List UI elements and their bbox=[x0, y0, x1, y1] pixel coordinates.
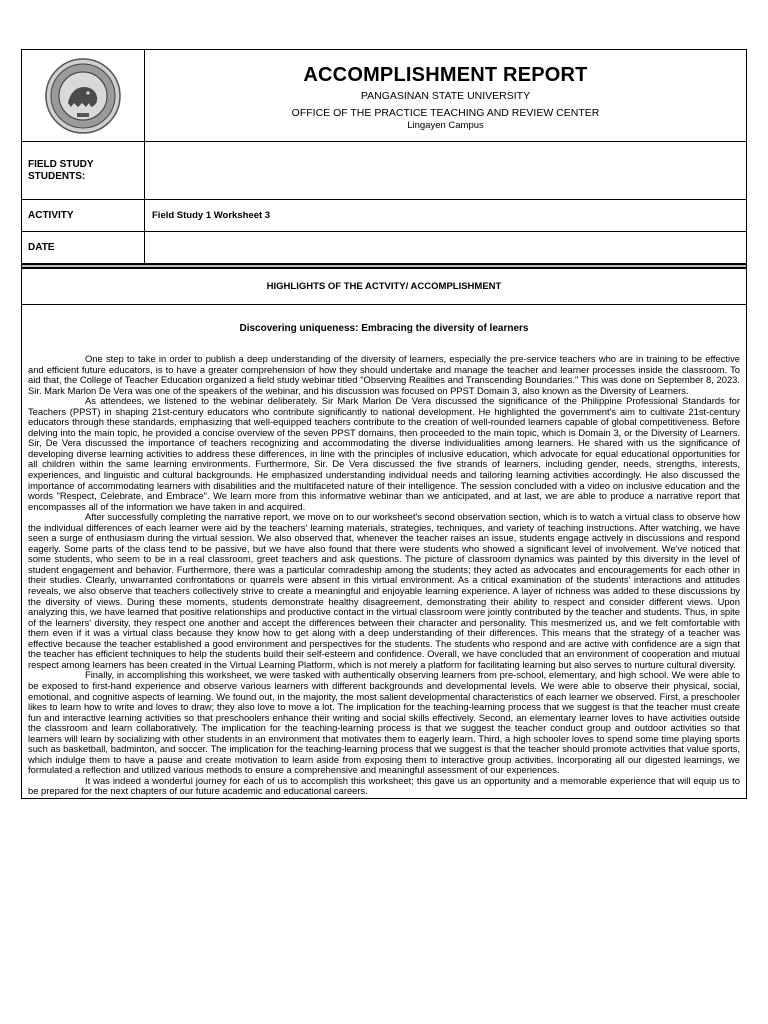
highlights-body bbox=[22, 323, 746, 799]
activity-label: ACTIVITY bbox=[22, 200, 145, 231]
highlights-heading: HIGHLIGHTS OF THE ACTVITY/ ACCOMPLISHMENT bbox=[22, 269, 746, 305]
activity-row bbox=[22, 199, 746, 231]
paragraph: After successfully completing the narrative report, we move on to our worksheet's second observation section, which is to watch a virtual class to observe how the individual differences of each learner were aid by the teachers' learning materials, strategies, techniques, and variety of teaching instructions. After watching, we have seen a surge of enthusiasm during the virtual session. We also observed that, whenever the teacher raises an issue, students engage actively in discussions and respond eagerly. Some parts of the class tend to be passive, but we have also found that there were students who showed a significant level of involvement. We've noticed that some students, who seem to be in a real classroom, greet teachers and ask questions. The picture of classroom dynamics was painted by this diversity in the level of student engagement and behavior. Furthermore, there was a particular comradeship among the students; they acted as advocates and encouragements for each other in their studies. Clearly, unwarranted confrontations or quarrels were absent in this virtual environment. As a critical examination of the students' interactions and attitudes reveals, we also observe that teachers collectively strive to create a meaningful and enjoyable learning experience. A layer of richness was added to these discussions by the diversity of views. During these moments, students demonstrate healthy disagreement, demonstrating their ability to respect and consider different views. Upon analyzing this, we have learned that positive relationships and productive contact in the virtual classroom were jointly contributed by the teacher and students. Thus, in spite of the learners' diversity, they respect one another and accept the differences between their character and personality. This mesmerized us, and we felt comfortable with them even if it was a virtual class because they know how to get along with a deep understanding of their differences. This means that the strategy of a teacher was effective because the teacher established a good environment and perspectives for the students. The students who respond and are active with confidence are a sign that the teacher has efficient techniques to help the students build their self-esteem and confidence. Overall, we have concluded that an environment of cooperation and mutual respect among learners has been created in the Virtual Learning Platform, which is not merely a platform for facilitating learning but also serves to nurture cultural diversity. bbox=[28, 511, 740, 670]
paragraph: Finally, in accomplishing this worksheet, we were tasked with authentically observing learners from pre-school, elementary, and high school. We were able to be exposed to first-hand experience and observe various learners with different backgrounds and developmental levels. We were able to observe their physical, social, emotional, and cognitive aspects of learning. We found out, in the majority, the most salient developmental characteristics of each learner we observed. First, a preschooler likes to learn how to write and loves to draw; they also love to move a lot. The implication for the teaching-learning process that we suggest is that the teacher must create fun and interactive learning activities so that preschoolers enhance their writing and social skills effectively. Second, an elementary learner loves to have activities outside the classroom and learn collaboratively. The implication for the teaching-learning process is that we suggest the teacher conduct group and outdoor activities so that learners will learn by socializing with other students in an environment that motivates them to eagerly learn. Third, a high schooler loves to spend some time playing sports such as basketball, badminton, and soccer. The implication for the teaching-learning process that we suggest is that the teacher should promote activities that value sports, which indulge them to have a pause and create motivation to learn aside from exposing them to interactive group activities. Incorporating all our digested learnings, we formulated a reflection and utilized various methods to ensure a comprehensive and meaningful assessment of our experiences. bbox=[28, 669, 740, 776]
activity-value: Field Study 1 Worksheet 3 bbox=[152, 210, 271, 221]
report-header bbox=[22, 49, 746, 141]
office-name: OFFICE OF THE PRACTICE TEACHING AND REVIEW CENTER bbox=[291, 107, 600, 119]
report-title: ACCOMPLISHMENT REPORT bbox=[303, 64, 588, 86]
students-label: FIELD STUDY STUDENTS: bbox=[22, 142, 145, 199]
header-title-block bbox=[145, 50, 746, 141]
students-row bbox=[22, 141, 746, 199]
date-row bbox=[22, 231, 746, 263]
paragraph: It was indeed a wonderful journey for each of us to accomplish this worksheet; this gave us an opportunity and a memorable experience that will equip us to be prepared for the next chapters of our future academic and educational careers. bbox=[28, 774, 740, 797]
university-name: PANGASINAN STATE UNIVERSITY bbox=[360, 90, 531, 102]
highlights-subtitle: Discovering uniqueness: Embracing the diversity of learners bbox=[239, 323, 529, 334]
paragraph: One step to take in order to publish a deep understanding of the diversity of learners, especially the pre-service teachers who are in training to be effective and efficient future educators, is to have a greater comprehension of how they should undertake and manage the teacher and learner processes inside the classroom. To aid that, the College of Teacher Education organized a field study webinar titled "Observing Realities and Transcending Boundaries." This was done on September 8, 2023. Sir. Mark Marlon De Vera was one of the speakers of the webinar, and his discussion was focused on PPST Domain 3, also known as the Diversity of Learners. bbox=[28, 353, 740, 396]
university-seal-icon bbox=[44, 57, 122, 135]
report-frame bbox=[21, 49, 747, 799]
date-label: DATE bbox=[22, 232, 145, 263]
students-value bbox=[145, 142, 746, 199]
logo-cell bbox=[22, 50, 145, 141]
campus-name: Lingayen Campus bbox=[407, 120, 484, 131]
paragraph: As attendees, we listened to the webinar deliberately. Sir Mark Marlon De Vera discussed the significance of the Philippine Professional Standards for Teachers (PPST) in shaping 21st-century educators who contribute significantly to national development. He highlighted the government's aim to cultivate 21st-century educators through these standards, emphasizing that well-equipped teachers contribute to the creation of well-rounded learners capable of global competitiveness. Before delving into the main topic, he provided a concise overview of the seven PPST domains, then proceeded to the main topic, which is Domain 3, or the Diversity of Learners. Sir, De Vera discussed the importance of teachers recognizing and accommodating the diverse individualities among learners. He shared with us the significance of developing diverse learning activities to address these differences, in line with the principles of inclusive education, which advocate for equal educational opportunities for all children within the same learning environments. Furthermore, Sir. De Vera discussed the five strands of learners, including gender, needs, strengths, interests, experiences, and linguistic and cultural backgrounds. He emphasized understanding individual needs and tailoring learning activities accordingly. He also discussed the importance of accommodating learners with disabilities and the multifaceted nature of their intelligence. The session concluded with a video on inclusive education and the words "Respect, Celebrate, and Embrace". We learn more from this informative webinar than we anticipated, and at last, we are able to produce a narrative report that encompasses all of the information we have taken in and acquired. bbox=[28, 395, 740, 512]
